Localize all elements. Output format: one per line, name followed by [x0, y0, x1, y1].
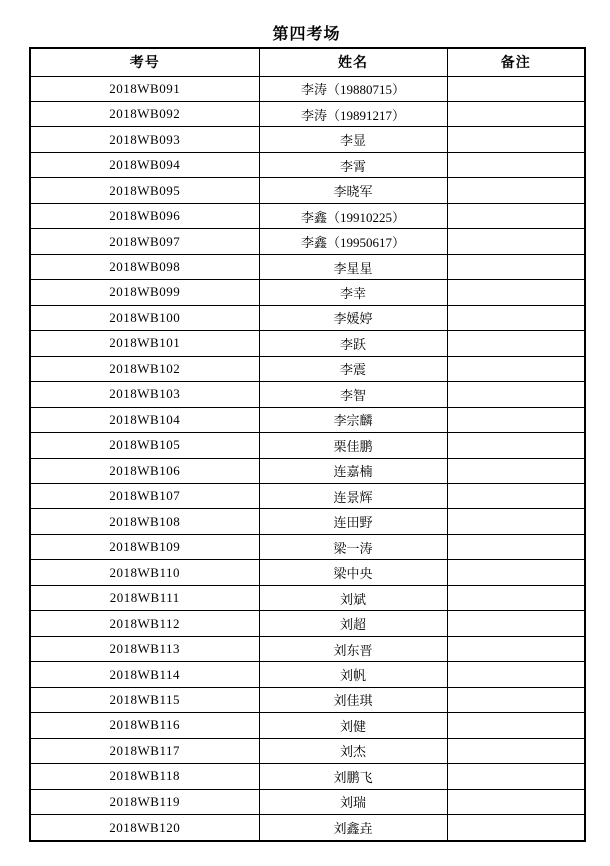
note-cell — [447, 101, 585, 126]
exam-no-cell: 2018WB095 — [30, 178, 259, 203]
table-row — [30, 458, 585, 483]
exam-no-cell: 2018WB104 — [30, 407, 259, 432]
name-cell: 刘东晋 — [259, 636, 447, 661]
note-cell — [447, 305, 585, 330]
note-cell — [447, 662, 585, 687]
exam-no-cell: 2018WB114 — [30, 662, 259, 687]
note-cell — [447, 356, 585, 381]
column-header-note: 备注 — [447, 48, 585, 76]
table-row — [30, 611, 585, 636]
note-cell — [447, 687, 585, 712]
exam-no-cell: 2018WB097 — [30, 229, 259, 254]
note-cell — [447, 458, 585, 483]
note-cell — [447, 764, 585, 789]
exam-no-cell: 2018WB116 — [30, 713, 259, 738]
note-cell — [447, 636, 585, 661]
note-cell — [447, 509, 585, 534]
exam-no-cell: 2018WB092 — [30, 101, 259, 126]
exam-no-cell: 2018WB103 — [30, 382, 259, 407]
note-cell — [447, 229, 585, 254]
table-row — [30, 738, 585, 763]
exam-no-cell: 2018WB112 — [30, 611, 259, 636]
note-cell — [447, 331, 585, 356]
exam-no-cell: 2018WB118 — [30, 764, 259, 789]
column-header-name: 姓名 — [259, 48, 447, 76]
name-cell: 刘健 — [259, 713, 447, 738]
note-cell — [447, 484, 585, 509]
note-cell — [447, 789, 585, 814]
note-cell — [447, 76, 585, 101]
exam-no-cell: 2018WB098 — [30, 254, 259, 279]
column-header-exam-no: 考号 — [30, 48, 259, 76]
exam-no-cell: 2018WB100 — [30, 305, 259, 330]
exam-no-cell: 2018WB091 — [30, 76, 259, 101]
exam-no-cell: 2018WB113 — [30, 636, 259, 661]
name-cell: 栗佳鹏 — [259, 433, 447, 458]
roster-table — [29, 47, 586, 842]
name-cell: 连田野 — [259, 509, 447, 534]
name-cell: 李宗麟 — [259, 407, 447, 432]
table-row — [30, 382, 585, 407]
note-cell — [447, 534, 585, 559]
table-row — [30, 713, 585, 738]
exam-no-cell: 2018WB111 — [30, 585, 259, 610]
table-row — [30, 560, 585, 585]
note-cell — [447, 203, 585, 228]
table-row — [30, 101, 585, 126]
note-cell — [447, 713, 585, 738]
note-cell — [447, 382, 585, 407]
name-cell: 梁中央 — [259, 560, 447, 585]
exam-no-cell: 2018WB115 — [30, 687, 259, 712]
note-cell — [447, 560, 585, 585]
name-cell: 连嘉楠 — [259, 458, 447, 483]
note-cell — [447, 407, 585, 432]
note-cell — [447, 254, 585, 279]
note-cell — [447, 127, 585, 152]
exam-no-cell: 2018WB101 — [30, 331, 259, 356]
name-cell: 李鑫（19910225） — [259, 203, 447, 228]
table-row — [30, 815, 585, 841]
name-cell: 刘斌 — [259, 585, 447, 610]
note-cell — [447, 585, 585, 610]
table-row — [30, 789, 585, 814]
exam-no-cell: 2018WB106 — [30, 458, 259, 483]
exam-no-cell: 2018WB105 — [30, 433, 259, 458]
table-row — [30, 356, 585, 381]
name-cell: 刘鑫垚 — [259, 815, 447, 841]
exam-no-cell: 2018WB107 — [30, 484, 259, 509]
table-row — [30, 534, 585, 559]
roster-body — [30, 76, 585, 841]
exam-no-cell: 2018WB093 — [30, 127, 259, 152]
name-cell: 刘佳琪 — [259, 687, 447, 712]
name-cell: 连景辉 — [259, 484, 447, 509]
note-cell — [447, 152, 585, 177]
table-row — [30, 636, 585, 661]
table-row — [30, 585, 585, 610]
table-row — [30, 662, 585, 687]
header-row — [30, 48, 585, 76]
exam-no-cell: 2018WB109 — [30, 534, 259, 559]
table-row — [30, 127, 585, 152]
name-cell: 刘瑞 — [259, 789, 447, 814]
table-row — [30, 407, 585, 432]
table-row — [30, 254, 585, 279]
name-cell: 李涛（19880715） — [259, 76, 447, 101]
table-row — [30, 305, 585, 330]
exam-no-cell: 2018WB119 — [30, 789, 259, 814]
name-cell: 李震 — [259, 356, 447, 381]
table-row — [30, 203, 585, 228]
table-row — [30, 76, 585, 101]
name-cell: 李智 — [259, 382, 447, 407]
exam-no-cell: 2018WB108 — [30, 509, 259, 534]
name-cell: 李鑫（19950617） — [259, 229, 447, 254]
table-row — [30, 484, 585, 509]
table-row — [30, 509, 585, 534]
note-cell — [447, 738, 585, 763]
page-title: 第四考场 — [272, 26, 341, 43]
exam-no-cell: 2018WB099 — [30, 280, 259, 305]
table-row — [30, 433, 585, 458]
note-cell — [447, 178, 585, 203]
exam-no-cell: 2018WB117 — [30, 738, 259, 763]
exam-no-cell: 2018WB094 — [30, 152, 259, 177]
table-row — [30, 229, 585, 254]
name-cell: 李晓军 — [259, 178, 447, 203]
exam-no-cell: 2018WB110 — [30, 560, 259, 585]
name-cell: 李跃 — [259, 331, 447, 356]
table-row — [30, 178, 585, 203]
name-cell: 刘帆 — [259, 662, 447, 687]
name-cell: 李媛婷 — [259, 305, 447, 330]
name-cell: 刘鹏飞 — [259, 764, 447, 789]
table-row — [30, 687, 585, 712]
note-cell — [447, 280, 585, 305]
table-row — [30, 280, 585, 305]
name-cell: 李星星 — [259, 254, 447, 279]
name-cell: 梁一涛 — [259, 534, 447, 559]
name-cell: 刘超 — [259, 611, 447, 636]
table-row — [30, 331, 585, 356]
exam-no-cell: 2018WB120 — [30, 815, 259, 841]
name-cell: 李幸 — [259, 280, 447, 305]
name-cell: 李显 — [259, 127, 447, 152]
name-cell: 刘杰 — [259, 738, 447, 763]
note-cell — [447, 433, 585, 458]
note-cell — [447, 815, 585, 841]
table-row — [30, 152, 585, 177]
exam-no-cell: 2018WB096 — [30, 203, 259, 228]
table-row — [30, 764, 585, 789]
name-cell: 李霄 — [259, 152, 447, 177]
exam-no-cell: 2018WB102 — [30, 356, 259, 381]
note-cell — [447, 611, 585, 636]
name-cell: 李涛（19891217） — [259, 101, 447, 126]
